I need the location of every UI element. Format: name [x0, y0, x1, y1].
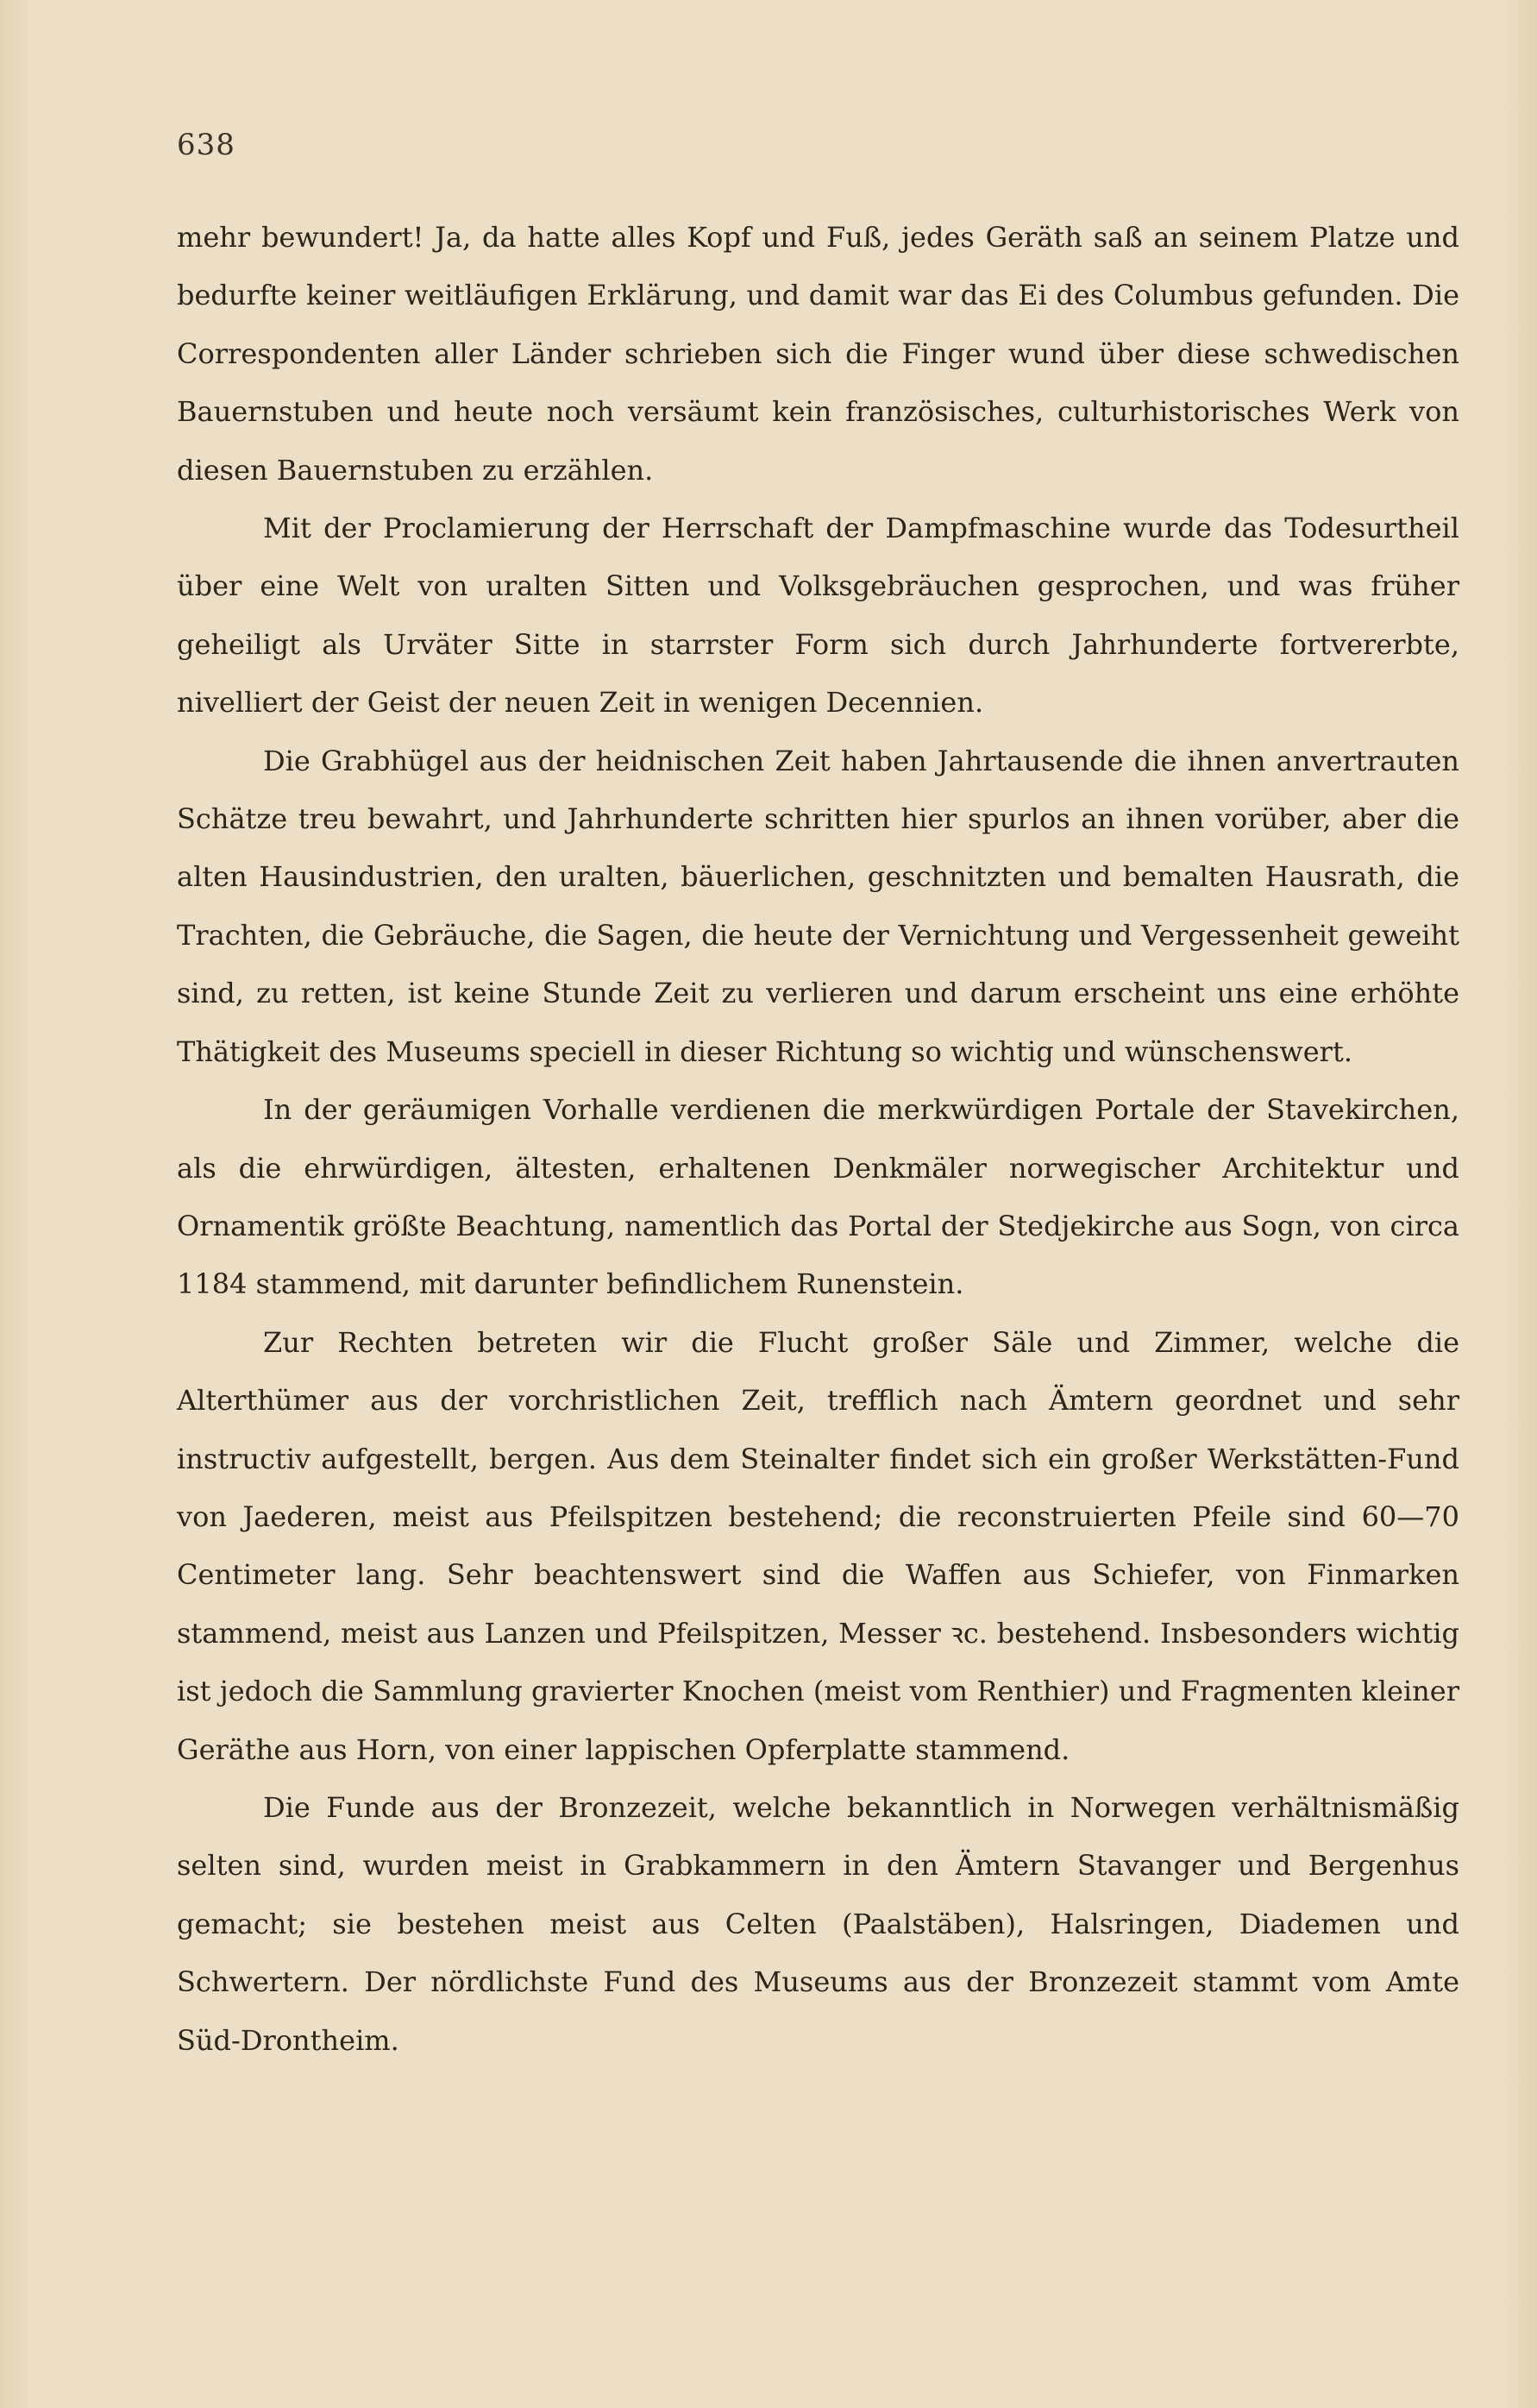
paragraph: Mit der Proclamierung der Herrschaft der Dampfmaschine wurde das Todesurtheil über eine Welt von uralten Sitten und Volksgebräuchen gesprochen, und was früher geheiligt als Urväter Sitte in starrster Form sich durch Jahrhunderte fortvererbte, nivelliert der Geist der neuen Zeit in wenigen Decennien.: [177, 512, 1459, 720]
page-number: 638: [177, 128, 235, 162]
paragraph: Die Grabhügel aus der heidnischen Zeit haben Jahrtausende die ihnen anvertrauten Schätze treu bewahrt, und Jahrhunderte schritten hier spurlos an ihnen vorüber, aber die alten Hausindustrien, den uralten, bäuerlichen, geschnitzten und bemalten Hausrath, die Trachten, die Gebräuche, die Sagen, die heute der Vernichtung und Vergessenheit geweiht sind, zu retten, ist keine Stunde Zeit zu verlieren und darum erscheint uns eine erhöhte Thätigkeit des Museums speciell in dieser Richtung so wichtig und wünschenswert.: [177, 744, 1459, 1068]
paragraph: In der geräumigen Vorhalle verdienen die merkwürdigen Portale der Stavekirchen, als die ehrwürdigen, ältesten, erhaltenen Denkmäler norwegischer Architektur und Ornamentik größte Beachtung, namentlich das Portal der Stedjekirche aus Sogn, von circa 1184 stammend, mit darunter befindlichem Runenstein.: [177, 1093, 1459, 1301]
paragraph: Zur Rechten betreten wir die Flucht großer Säle und Zimmer, welche die Alterthümer aus der vorchristlichen Zeit, trefflich nach Ämtern geordnet und sehr instructiv aufgestellt, bergen. Aus dem Steinalter findet sich ein großer Werkstätten-Fund von Jaederen, meist aus Pfeilspitzen bestehend; die reconstruierten Pfeile sind 60—70 Centimeter lang. Sehr beachtenswert sind die Waffen aus Schiefer, von Finmarken stammend, meist aus Lanzen und Pfeilspitzen, Messer ꝛc. bestehend. Insbesonders wichtig ist jedoch die Sammlung gravierter Knochen (meist vom Renthier) und Fragmenten kleiner Geräthe aus Horn, von einer lappischen Opferplatte stammend.: [177, 1325, 1459, 1766]
body-text: [177, 209, 1459, 2070]
paragraph: Die Funde aus der Bronzezeit, welche bekanntlich in Norwegen verhältnismäßig selten sind, wurden meist in Grabkammern in den Ämtern Stavanger und Bergenhus gemacht; sie bestehen meist aus Celten (Paalstäben), Halsringen, Diademen und Schwertern. Der nördlichste Fund des Museums aus der Bronzezeit stammt vom Amte Süd-Drontheim.: [177, 1790, 1459, 2057]
paragraph: mehr bewundert! Ja, da hatte alles Kopf und Fuß, jedes Geräth saß an seinem Platze und bedurfte keiner weitläufigen Erklärung, und damit war das Ei des Columbus gefunden. Die Correspondenten aller Länder schrieben sich die Finger wund über diese schwedischen Bauernstuben und heute noch versäumt kein französisches, culturhistorisches Werk von diesen Bauernstuben zu erzählen.: [177, 221, 1459, 487]
